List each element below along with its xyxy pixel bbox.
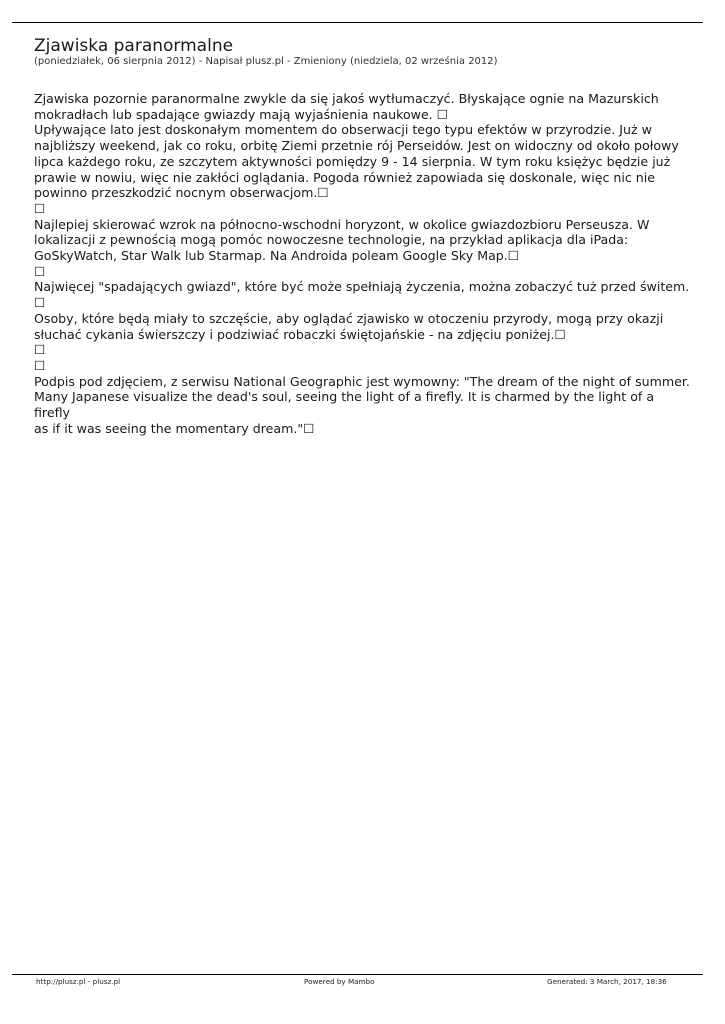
footer-powered-by: Powered by Mambo <box>304 977 375 986</box>
article-meta: (poniedziałek, 06 sierpnia 2012) - Napisał plusz.pl - Zmieniony (niedziela, 02 września 2012) <box>34 56 498 67</box>
article-body: Zjawiska pozornie paranormalne zwykle da się jakoś wytłumaczyć. Błyskające ognie na Mazurskich mokradłach lub spadające gwiazdy mają wyjaśnienia naukowe. ☐ Upływające lato jest doskonałym momentem do obserwacji tego typu efektów w przyrodzie. Już w najbliższy weekend, jak co roku, orbitę Ziemi przetnie rój Perseidów. Jest on widoczny od około połowy lipca każdego roku, ze szczytem aktywności pomiędzy 9 - 14 sierpnia. W tym roku księżyc będzie już prawie w nowiu, więc nie zakłóci oglądania. Pogoda również zapowiada się doskonale, więc nic nie powinno przeszkodzić nocnym obserwacjom.☐ ☐ Najlepiej skierować wzrok na północno-wschodni horyzont, w okolice gwiazdozbioru Perseusza. W lokalizacji z pewnością mogą pomóc nowoczesne technologie, na przykład aplikacja dla iPada: GoSkyWatch, Star Walk lub Starmap. Na Androida poleam Google Sky Map.☐ ☐ Najwięcej "spadających gwiazd", które być może spełniają życzenia, można zobaczyć tuż przed świtem. ☐ Osoby, które będą miały to szczęście, aby oglądać zjawisko w otoczeniu przyrody, mogą przy okazji słuchać cykania świerszczy i podziwiać robaczki świętojańskie - na zdjęciu poniżej.☐ ☐ ☐ Podpis pod zdjęciem, z serwisu National Geographic jest wymowny: "The dream of the night of summer. Many Japanese visualize the dead's soul, seeing the light of a firefly. It is charmed by the light of a firefly as if it was seeing the momentary dream."☐ <box>34 91 690 436</box>
footer-generated-date: Generated: 3 March, 2017, 18:36 <box>547 977 667 986</box>
footer-divider <box>12 974 703 975</box>
article-title: Zjawiska paranormalne <box>34 36 234 56</box>
top-divider <box>12 22 703 23</box>
footer-site-link[interactable]: http://plusz.pl - plusz.pl <box>36 977 121 986</box>
article-header <box>34 36 694 68</box>
